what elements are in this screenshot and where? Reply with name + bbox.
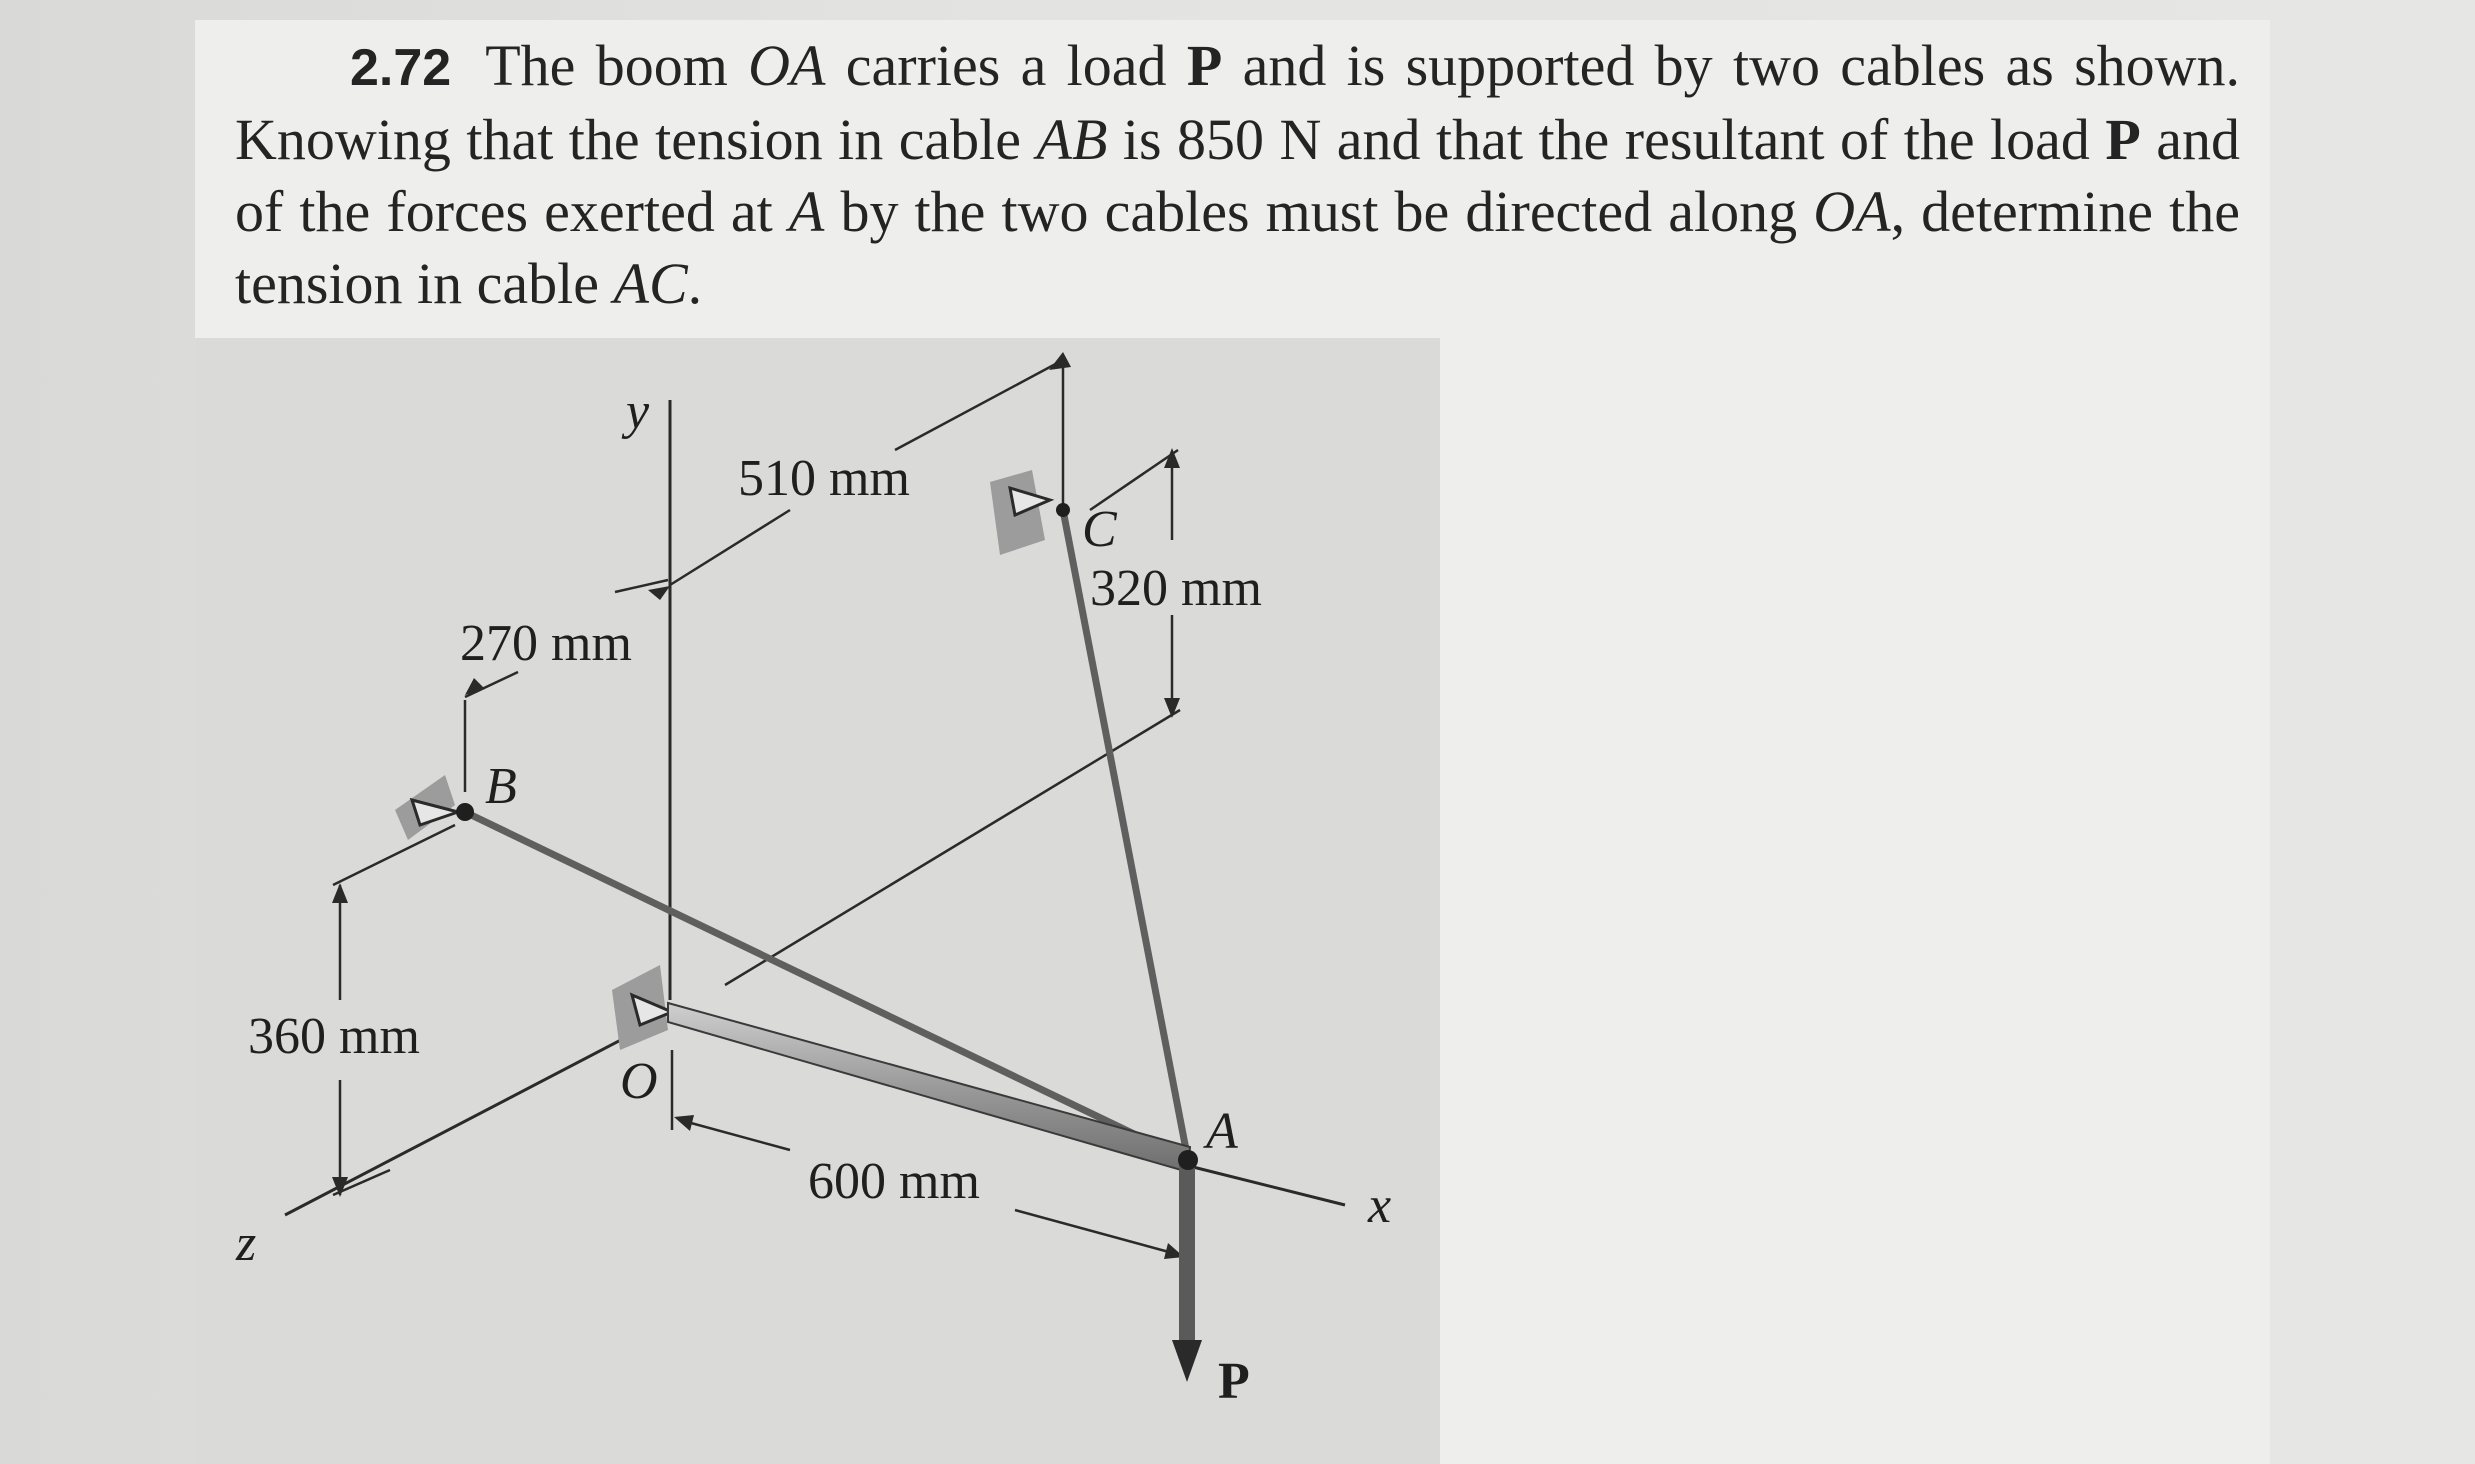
symbol-oa: OA	[1813, 179, 1891, 244]
text-segment: , determine the tension in cable	[235, 179, 2241, 316]
label-z-axis: z	[236, 1215, 257, 1272]
point-a-dot	[1178, 1150, 1198, 1170]
label-y-axis: y	[626, 383, 650, 440]
point-b-dot	[456, 803, 474, 821]
label-point-c: C	[1082, 501, 1117, 558]
text-segment: is 850 N and that the resultant of the load	[1122, 107, 2090, 172]
text-segment: .	[687, 251, 703, 316]
symbol-p: P	[1186, 33, 1223, 98]
symbol-ab: AB	[1036, 107, 1108, 172]
text-segment: carries a load	[845, 33, 1167, 98]
load-p-shaft	[1179, 1160, 1195, 1345]
label-dim-600: 600 mm	[808, 1153, 980, 1210]
text-segment: by the two cables must be directed along	[840, 179, 1798, 244]
label-x-axis: x	[1368, 1177, 1392, 1234]
symbol-p: P	[2105, 107, 2141, 172]
text-segment: and is supported by two cables as shown. Knowing that the tension in cable	[235, 33, 2241, 172]
problem-number: 2.72	[350, 39, 452, 97]
text-segment: and of the forces exerted at	[235, 107, 2241, 244]
label-dim-270: 270 mm	[460, 615, 632, 672]
symbol-ac: AC	[613, 251, 688, 316]
label-dim-360: 360 mm	[248, 1008, 420, 1065]
label-point-o: O	[620, 1053, 658, 1110]
label-dim-320: 320 mm	[1090, 560, 1262, 617]
label-point-b: B	[485, 758, 517, 815]
point-c-dot	[1056, 503, 1070, 517]
symbol-a: A	[788, 179, 825, 244]
label-dim-510: 510 mm	[738, 450, 910, 507]
symbol-oa: OA	[748, 33, 826, 98]
label-load-p: P	[1218, 1353, 1250, 1410]
label-point-a: A	[1206, 1103, 1238, 1160]
text-segment: The boom	[485, 33, 728, 98]
